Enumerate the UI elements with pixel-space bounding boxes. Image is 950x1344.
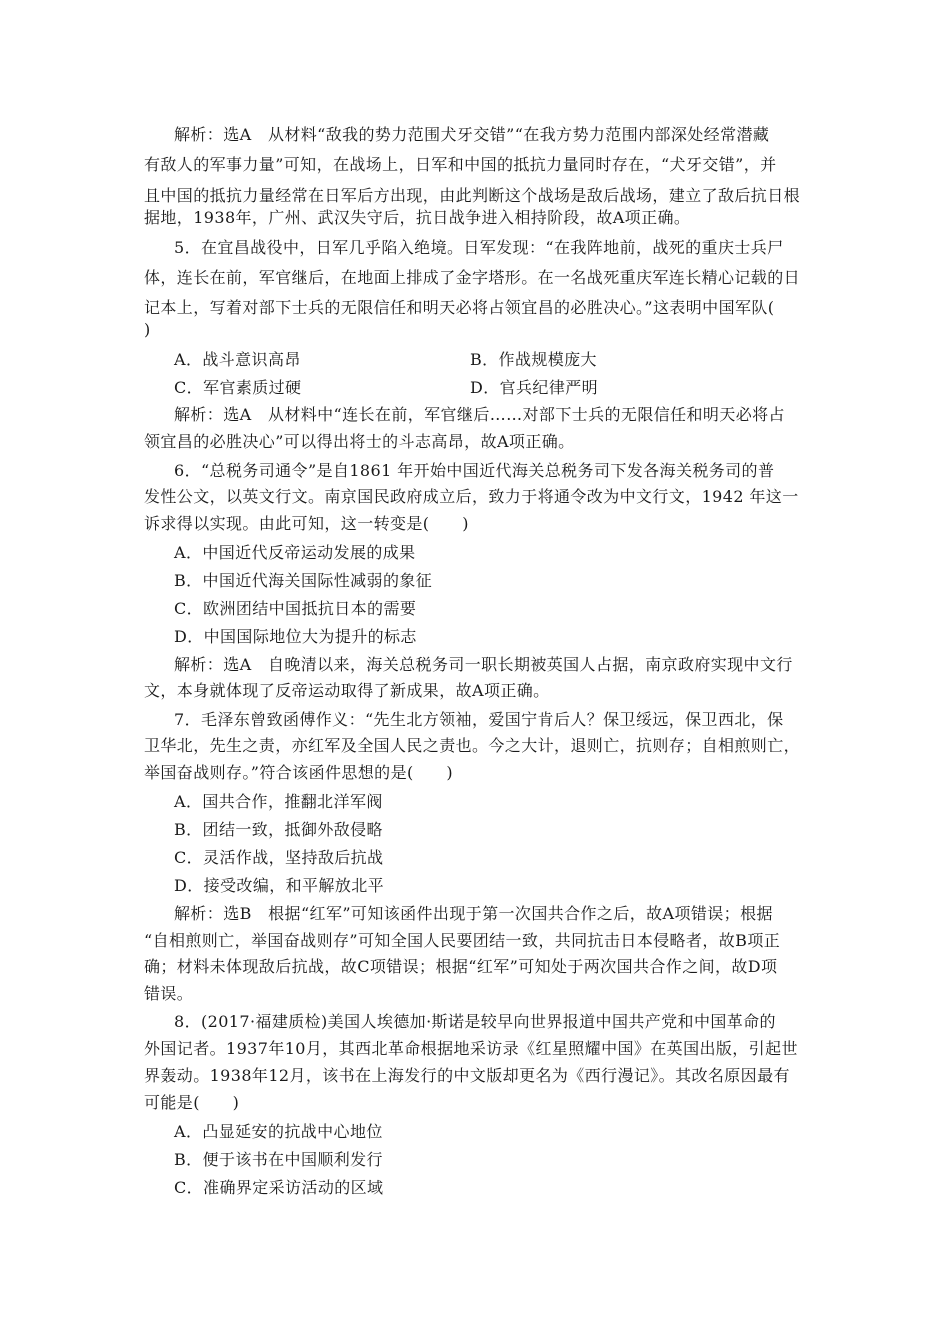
- q7-option-b: B．团结一致，抵御外敌侵略: [174, 820, 383, 839]
- q5-option-a: A．战斗意识高昂: [174, 350, 301, 369]
- q6-analysis-line-1: 解析：选A 自晚清以来，海关总税务司一职长期被英国人占据，南京政府实现中文行: [174, 655, 793, 674]
- q7-analysis-line-3: 确；材料未体现敌后抗战，故C项错误；根据“红军”可知处于两次国共合作之间，故D项: [144, 957, 778, 976]
- q8-option-c: C．准确界定采访活动的区域: [174, 1178, 384, 1197]
- q6-stem-line-3: 诉求得以实现。由此可知，这一转变是( ): [144, 514, 469, 533]
- q8-option-a: A．凸显延安的抗战中心地位: [174, 1122, 383, 1141]
- q8-stem-line-4: 可能是( ): [144, 1093, 240, 1112]
- q8-stem-line-1: 8．(2017·福建质检)美国人埃德加·斯诺是较早向世界报道中国共产党和中国革命的: [174, 1012, 776, 1031]
- q5-stem-line-3: 记本上，写着对部下士兵的无限信任和明天必将占领宜昌的必胜决心。”这表明中国军队(: [144, 298, 775, 317]
- q5-option-b: B．作战规模庞大: [470, 350, 597, 369]
- q7-stem-line-3: 举国奋战则存。”符合该函件思想的是( ): [144, 763, 454, 782]
- q5-option-c: C．军官素质过硬: [174, 378, 302, 397]
- q5-option-d: D．官兵纪律严明: [470, 378, 599, 397]
- q5-stem-line-4: ): [144, 320, 151, 339]
- q7-analysis-line-4: 错误。: [144, 984, 194, 1003]
- q6-option-a: A．中国近代反帝运动发展的成果: [174, 543, 416, 562]
- q7-analysis-line-2: “自相煎则亡，举国奋战则存”可知全国人民要团结一致，共同抗击日本侵略者，故B项正: [144, 931, 781, 950]
- q6-option-c: C．欧洲团结中国抵抗日本的需要: [174, 599, 417, 618]
- q5-stem-line-2: 体，连长在前，军官继后，在地面上排成了金字塔形。在一名战死重庆军连长精心记载的日: [144, 268, 801, 287]
- q5-stem-line-1: 5．在宜昌战役中，日军几乎陷入绝境。日军发现：“在我阵地前，战死的重庆士兵尸: [174, 238, 784, 257]
- q7-option-a: A．国共合作，推翻北洋军阀: [174, 792, 383, 811]
- q7-analysis-line-1: 解析：选B 根据“红军”可知该函件出现于第一次国共合作之后，故A项错误；根据: [174, 904, 773, 923]
- q6-option-b: B．中国近代海关国际性减弱的象征: [174, 571, 433, 590]
- q7-option-c: C．灵活作战，坚持敌后抗战: [174, 848, 384, 867]
- q8-option-b: B．便于该书在中国顺利发行: [174, 1150, 383, 1169]
- q4-analysis-line-2: 有敌人的军事力量”可知，在战场上，日军和中国的抵抗力量同时存在，“犬牙交错”，并: [144, 155, 777, 174]
- q8-stem-line-2: 外国记者。1937年10月，其西北革命根据地采访录《红星照耀中国》在英国出版，引起世: [144, 1039, 798, 1058]
- q4-analysis-line-3: 且中国的抵抗力量经常在日军后方出现，由此判断这个战场是敌后战场，建立了敌后抗日根: [144, 186, 801, 205]
- q5-analysis-line-1: 解析：选A 从材料中“连长在前，军官继后……对部下士兵的无限信任和明天必将占: [174, 405, 785, 424]
- q8-stem-line-3: 界轰动。1938年12月，该书在上海发行的中文版却更名为《西行漫记》。其改名原因最有: [144, 1066, 790, 1085]
- q7-stem-line-1: 7．毛泽东曾致函傅作义：“先生北方领袖，爱国宁肯后人？保卫绥远，保卫西北，保: [174, 710, 784, 729]
- q4-analysis-line-1: 解析：选A 从材料“敌我的势力范围犬牙交错”“在我方势力范围内部深处经常潜藏: [174, 125, 770, 144]
- q7-stem-line-2: 卫华北，先生之责，亦红军及全国人民之责也。今之大计，退则亡，抗则存；自相煎则亡，: [144, 736, 801, 755]
- q6-stem-line-1: 6．“总税务司通令”是自1861 年开始中国近代海关总税务司下发各海关税务司的普: [174, 461, 775, 480]
- q6-analysis-line-2: 文，本身就体现了反帝运动取得了新成果，故A项正确。: [144, 681, 550, 700]
- q4-analysis-line-4: 据地，1938年，广州、武汉失守后，抗日战争进入相持阶段，故A项正确。: [144, 208, 691, 227]
- q6-stem-line-2: 发性公文，以英文行文。南京国民政府成立后，致力于将通令改为中文行文，1942 年这一: [144, 487, 799, 506]
- q7-option-d: D．接受改编，和平解放北平: [174, 876, 385, 895]
- q5-analysis-line-2: 领宜昌的必胜决心”可以得出将士的斗志高昂，故A项正确。: [144, 432, 575, 451]
- q6-option-d: D．中国国际地位大为提升的标志: [174, 627, 417, 646]
